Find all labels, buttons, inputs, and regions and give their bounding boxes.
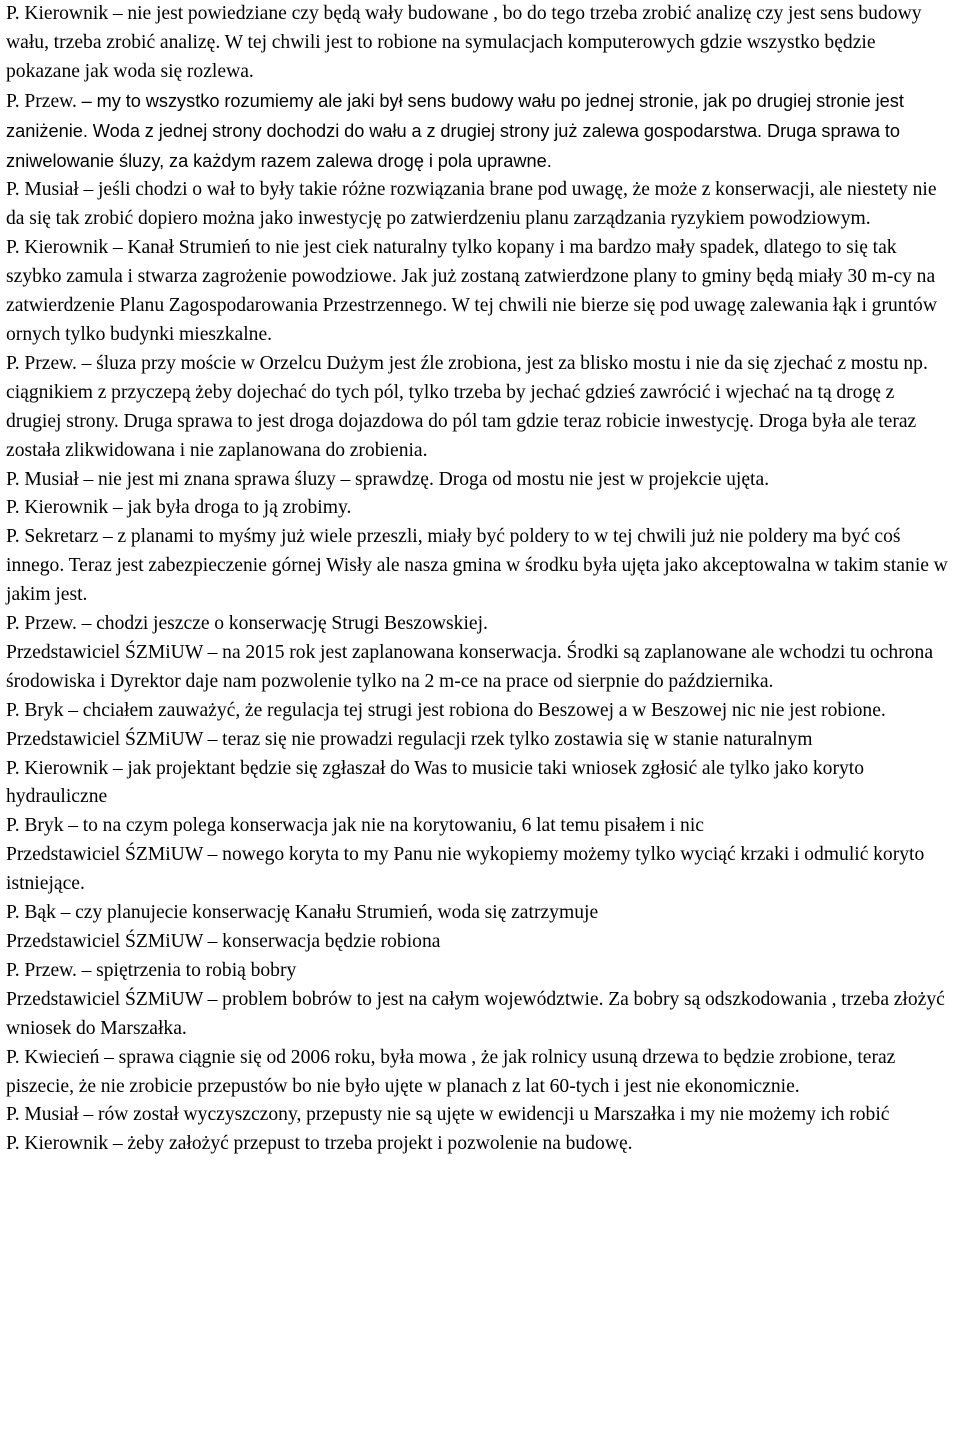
meeting-minutes-paragraph <box>6 755 954 813</box>
meeting-minutes-paragraph <box>6 639 954 697</box>
meeting-minutes-paragraph <box>6 176 954 234</box>
paragraph-text: Przedstawiciel ŚZMiUW – teraz się nie prowadzi regulacji rzek tylko zostawia się w stanie naturalnym <box>6 728 813 750</box>
paragraph-text: – my to wszystko rozumiemy ale jaki był sens budowy wału po jednej stronie, jak po drugiej stronie jest zaniżenie. Woda z jednej strony dochodzi do wału a z drugiej strony już zalewa gospodarstwa. Druga sprawa to zniwelowanie śluzy, za każdym razem zalewa drogę i pola uprawne. <box>6 90 904 171</box>
paragraph-text: P. Przew. – spiętrzenia to robią bobry <box>6 959 297 981</box>
meeting-minutes-paragraph <box>6 234 954 350</box>
paragraph-text: P. Kierownik – jak projektant będzie się zgłaszał do Was to musicie taki wniosek zgłosić ale tylko jako koryto hydrauliczne <box>6 757 865 808</box>
paragraph-text: P. Przew. – chodzi jeszcze o konserwację Strugi Beszowskiej. <box>6 613 488 635</box>
paragraph-text: Przedstawiciel ŚZMiUW – konserwacja będzie robiona <box>6 931 441 952</box>
paragraph-text: P. Kwiecień – sprawa ciągnie się od 2006 roku, była mowa , że jak rolnicy usuną drzewa to będzie zrobione, teraz piszecie, że nie zrobicie przepustów bo nie było ujęte w planach z lat 60-tych i jest nie ekonomicznie. <box>6 1046 896 1097</box>
paragraph-text: Przedstawiciel ŚZMiUW – na 2015 rok jest zaplanowana konserwacja. Środki są zaplanowane ale wchodzi tu ochrona środowiska i Dyrektor daje nam pozwolenie tylko na 2 m-ce na prace od sierpnie do października. <box>6 641 934 692</box>
meeting-minutes-paragraph <box>6 494 954 523</box>
paragraph-text: P. Sekretarz – z planami to myśmy już wiele przeszli, miały być poldery to w tej chwili już nie poldery ma być coś innego. Teraz jest zabezpieczenie górnej Wisły ale nasza gmina w środku była ujęta jako akceptowalna w takim stanie w jakim jest. <box>6 526 948 606</box>
meeting-minutes-paragraph <box>6 986 954 1044</box>
paragraph-text: P. Kierownik – nie jest powiedziane czy będą wały budowane , bo do tego trzeba zrobić analizę czy jest sens budowy wału, trzeba zrobić analizę. W tej chwili jest to robione na symulacjach komputerowych gdzie wszystko będzie pokazane jak woda się rozlewa. <box>6 3 922 82</box>
paragraph-text: P. Kierownik – Kanał Strumień to nie jest ciek naturalny tylko kopany i ma bardzo mały spadek, dlatego to się tak szybko zamula i stwarza zagrożenie powodziowe. Jak już zostaną zatwierdzone plany to gminy będą miały 30 m-cy na zatwierdzenie Planu Zagospodarowania Przestrzennego. W tej chwili nie bierze się pod uwagę zalewania łąk i gruntów ornych tylko budynki mieszkalne. <box>6 237 937 345</box>
meeting-minutes-paragraph <box>6 726 954 755</box>
paragraph-text: P. Przew. <box>6 90 82 112</box>
meeting-minutes-paragraph <box>6 957 954 986</box>
meeting-minutes-paragraph <box>6 928 954 957</box>
meeting-minutes-paragraph <box>6 87 954 177</box>
meeting-minutes-paragraph <box>6 899 954 928</box>
paragraph-text: P. Bryk – to na czym polega konserwacja jak nie na korytowaniu, 6 lat temu pisałem i nic <box>6 815 704 837</box>
meeting-minutes-paragraph <box>6 841 954 899</box>
meeting-minutes-paragraph <box>6 610 954 639</box>
paragraph-text: P. Kierownik – jak była droga to ją zrobimy. <box>6 497 352 519</box>
paragraph-text: P. Musiał – nie jest mi znana sprawa śluzy – sprawdzę. Droga od mostu nie jest w projekcie ujęta. <box>6 468 770 490</box>
meeting-minutes-paragraph <box>6 466 954 495</box>
paragraph-text: P. Bryk – chciałem zauważyć, że regulacja tej strugi jest robiona do Beszowej a w Beszowej nic nie jest robione. <box>6 699 886 721</box>
paragraph-text: Przedstawiciel ŚZMiUW – problem bobrów to jest na całym województwie. Za bobry są odszkodowania , trzeba złożyć wniosek do Marszałka. <box>6 988 945 1039</box>
meeting-minutes-paragraph <box>6 812 954 841</box>
meeting-minutes-paragraph <box>6 523 954 610</box>
paragraph-text: P. Musiał – rów został wyczyszczony, przepusty nie są ujęte w ewidencji u Marszałka i my nie możemy ich robić <box>6 1104 890 1126</box>
meeting-minutes-paragraph <box>6 1101 954 1130</box>
meeting-minutes-paragraph <box>6 1044 954 1102</box>
paragraph-text: P. Musiał – jeśli chodzi o wał to były takie różne rozwiązania brane pod uwagę, że może z konserwacji, ale niestety nie da się tak zrobić dopiero można jako inwestycję po zatwierdzeniu planu zarządzania ryzykiem powodziowym. <box>6 179 937 230</box>
meeting-minutes-paragraph <box>6 0 954 87</box>
paragraph-text: P. Kierownik – żeby założyć przepust to trzeba projekt i pozwolenie na budowę. <box>6 1133 633 1155</box>
meeting-minutes-paragraph <box>6 697 954 726</box>
paragraph-text: P. Bąk – czy planujecie konserwację Kanału Strumień, woda się zatrzymuje <box>6 902 599 924</box>
meeting-minutes-paragraph <box>6 350 954 466</box>
meeting-minutes-paragraph <box>6 1130 954 1159</box>
paragraph-text: P. Przew. – śluza przy moście w Orzelcu Dużym jest źle zrobiona, jest za blisko mostu i nie da się zjechać z mostu np. ciągnikiem z przyczepą żeby dojechać do tych pól, tylko trzeba by jechać gdzieś zawrócić i wjechać na tą drogę z drugiej strony. Druga sprawa to jest droga dojazdowa do pól tam gdzie teraz robicie inwestycję. Droga była ale teraz została zlikwidowana i nie zaplanowana do zrobienia. <box>6 352 928 461</box>
paragraph-text: Przedstawiciel ŚZMiUW – nowego koryta to my Panu nie wykopiemy możemy tylko wyciąć krzaki i odmulić koryto istniejące. <box>6 844 925 895</box>
